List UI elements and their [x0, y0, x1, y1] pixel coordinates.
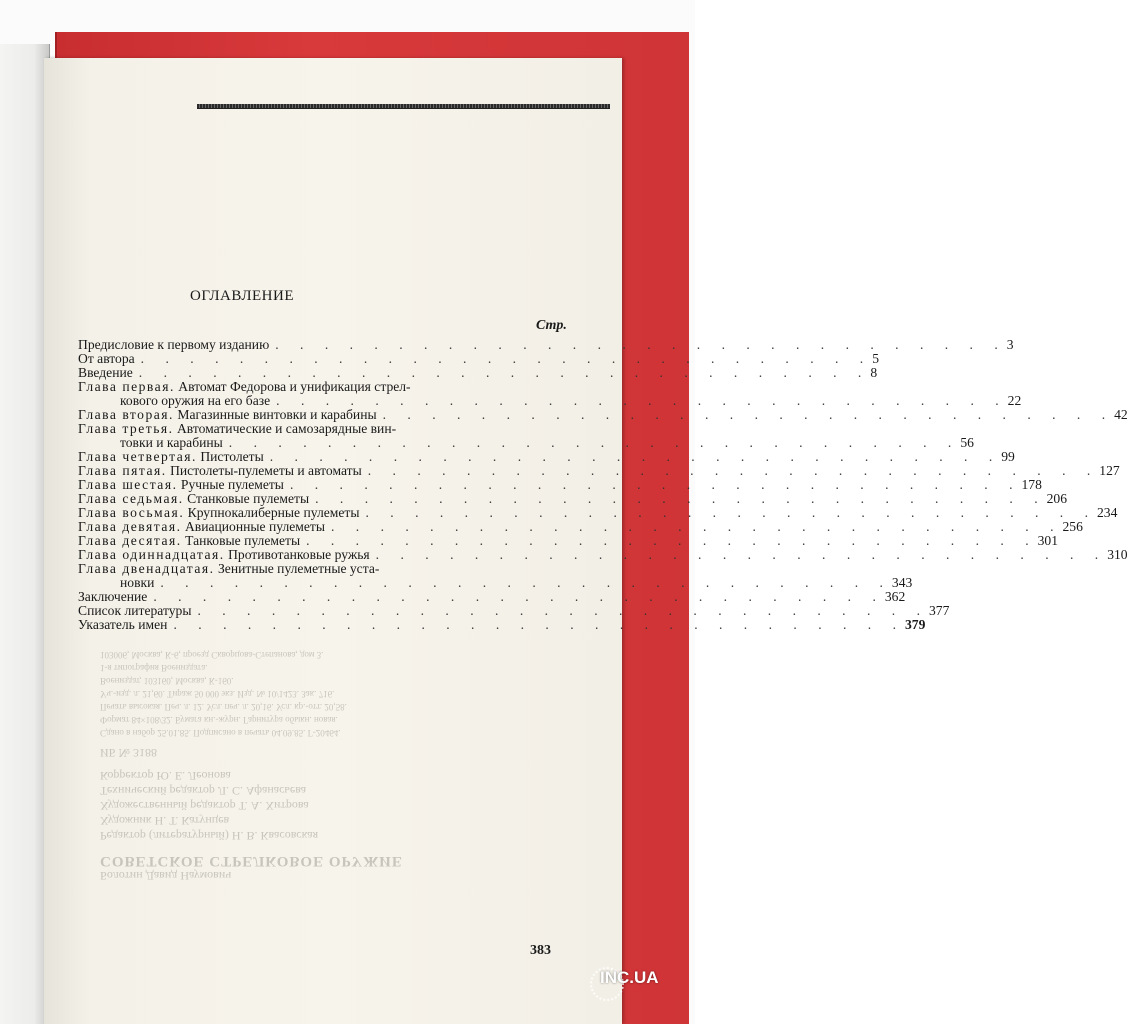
toc-entry-title: Зенитные пулеметные уста- [218, 560, 380, 576]
toc-entry-title: От автора [78, 351, 135, 367]
toc-entry-title: Противотанковые ружья [228, 546, 370, 562]
leader-dots: . . . . . . . . . . . . . . . . . . . . . . . . . . . . . . [140, 351, 873, 366]
imprint-small-line: Воениздат, 103160, Москва, К-160. [100, 676, 234, 686]
leader-dots: . . . . . . . . . . . . . . . . . . . . . . . . . . . . . . [365, 504, 1097, 520]
toc-page-number: 379 [904, 616, 926, 632]
imprint-credit-line: Технический редактор Л. С. Афанасьева [100, 784, 307, 798]
imprint-credit-line: Корректор Ю. Е. Леонова [100, 769, 231, 783]
leader-dots: . . . . . . . . . . . . . . . . . . . . . . . . . . . . . . [276, 392, 1008, 408]
toc-entry-continuation [78, 434, 974, 450]
toc-entry-title: Пистолеты-пулеметы и автоматы [170, 462, 362, 478]
imprint-credit-line: Художник Н. Т. Катунцев [100, 814, 230, 828]
toc-page-number: 3 [1006, 337, 1014, 353]
toc-entry [78, 490, 1068, 506]
toc-page-number: 310 [1107, 546, 1128, 562]
toc-entry [78, 365, 878, 381]
imprint-small-line: 1-я типография Воениздата. [100, 663, 208, 673]
leader-dots: . . . . . . . . . . . . . . . . . . . . . . . . . . . . . . [367, 462, 1100, 478]
table-of-contents [78, 337, 1128, 632]
leader-dots: . . . . . . . . . . . . . . . . . . . . . . . . . . . . . . [375, 546, 1108, 562]
leader-dots: . . . . . . . . . . . . . . . . . . . . . . . . . . . . . . [306, 532, 1038, 548]
toc-entry [78, 351, 879, 367]
toc-entry-title: Танковые пулеметы [185, 532, 301, 548]
toc-page-number: 22 [1007, 393, 1022, 408]
previous-page-edge [0, 44, 50, 1024]
toc-entry [78, 380, 574, 394]
toc-page-number: 256 [1062, 518, 1083, 534]
toc-entry [78, 562, 574, 576]
toc-entry [78, 406, 1128, 422]
leader-dots: . . . . . . . . . . . . . . . . . . . . . . . . . . . . . . [275, 337, 1007, 352]
toc-entry-title: Предисловие к первому изданию [78, 337, 270, 353]
chapter-prefix: Глава вторая. [78, 407, 174, 422]
leader-dots: . . . . . . . . . . . . . . . . . . . . . . . . . . . . . . [382, 406, 1115, 422]
toc-entry [78, 532, 1058, 548]
leader-dots: . . . . . . . . . . . . . . . . . . . . . . . . . . . . . . [269, 448, 1002, 464]
toc-entry-title: Крупнокалиберные пулеметы [187, 504, 360, 520]
toc-page-number: 178 [1021, 476, 1042, 492]
toc-page-number: 343 [891, 574, 913, 590]
chapter-prefix: Глава седьмая. [78, 490, 184, 506]
imprint-credit-line: Редактор (литературный) Н. В. Квасовская [100, 829, 319, 843]
imprint-author: Болотин Давид Наумович [100, 869, 232, 883]
chapter-prefix: Глава шестая. [78, 476, 178, 492]
leader-dots: . . . . . . . . . . . . . . . . . . . . . . . . . . . . . . [173, 616, 905, 632]
toc-entry-title-cont: товки и карабины [120, 434, 223, 450]
chapter-prefix: Глава первая. [78, 379, 175, 394]
imprint-small-line: Сдано в набор 25.01.85. Подписано в печать 04.09.85. Г-20464. [100, 728, 341, 738]
leader-dots: . . . . . . . . . . . . . . . . . . . . . . . . . . . . . . [330, 518, 1063, 534]
toc-page-number: 301 [1037, 532, 1058, 548]
watermark: INC.UA [600, 968, 659, 987]
imprint-ib: ИБ № 3188 [100, 746, 158, 760]
leader-dots: . . . . . . . . . . . . . . . . . . . . . . . . . . . . . . [289, 476, 1022, 492]
chapter-prefix: Глава одиннадцатая. [78, 546, 225, 562]
toc-entry [78, 588, 906, 604]
toc-entry-title: Автомат Федорова и унификация стрел- [178, 379, 411, 394]
leader-dots: . . . . . . . . . . . . . . . . . . . . . . . . . . . . . . [153, 588, 885, 604]
toc-page-number: 42 [1114, 407, 1128, 422]
imprint-title: СОВЕТСКОЕ СТРЕЛКОВОЕ ОРУЖИЕ [100, 853, 403, 869]
toc-page-number: 377 [928, 602, 950, 618]
toc-entry [78, 476, 1042, 492]
toc-page-number: 5 [872, 351, 879, 367]
toc-page-number: 234 [1097, 504, 1118, 520]
toc-page-number: 56 [960, 434, 974, 450]
imprint-credit-line: Художественный редактор Т. А. Хитрова [100, 799, 309, 813]
chapter-prefix: Глава четвертая. [78, 448, 197, 464]
toc-entry [78, 616, 926, 632]
toc-entry-title: Автоматические и самозарядные вин- [176, 420, 397, 436]
toc-entry-title: Станковые пулеметы [187, 490, 310, 506]
toc-entry-title: Список литературы [78, 602, 192, 618]
toc-entry [78, 546, 1128, 562]
header-rule [197, 104, 610, 109]
imprint-small-line: Печать высокая. Печ. л. 12. Усл. печ. л. 20,16. Усл. кр.-отт. 20,58. [100, 702, 347, 712]
chapter-prefix: Глава двенадцатая. [78, 560, 215, 576]
page-number: 383 [530, 943, 551, 958]
toc-entry [78, 448, 1015, 464]
toc-page-number: 362 [884, 588, 906, 604]
chapter-prefix: Глава десятая. [78, 532, 182, 548]
toc-page-number: 8 [870, 365, 878, 381]
toc-entry-continuation [78, 392, 1022, 408]
imprint-small-line: Уч.-изд. л. 21,60. Тираж 50 000 экз. Изд. № 10/1423. Зак. 716. [100, 689, 335, 699]
toc-entry-title: Магазинные винтовки и карабины [177, 407, 377, 422]
imprint-showthrough [100, 648, 570, 883]
chapter-prefix: Глава третья. [78, 420, 174, 436]
toc-entry-title: Заключение [78, 588, 148, 604]
toc-page-number: 206 [1046, 490, 1068, 506]
page-column-label: Стр. [536, 318, 567, 333]
toc-entry-title: Авиационные пулеметы [184, 518, 325, 534]
imprint-small-line: 103006, Москва, К-6, проезд Скворцова-Степанова, дом 3. [100, 650, 324, 660]
toc-entry-title: Введение [78, 365, 133, 381]
toc-entry [78, 518, 1083, 534]
toc-entry-title-cont: кового оружия на его базе [120, 393, 271, 408]
leader-dots: . . . . . . . . . . . . . . . . . . . . . . . . . . . . . . [197, 602, 929, 618]
toc-entry [78, 504, 1118, 520]
toc-entry [78, 422, 574, 436]
leader-dots: . . . . . . . . . . . . . . . . . . . . . . . . . . . . . . [315, 490, 1047, 506]
imprint-small-line: Формат 84×108/32. Бумага кн.-журн. Гарнитура обыкн. новая. [100, 715, 338, 725]
toc-heading: ОГЛАВЛЕНИЕ [190, 288, 294, 304]
leader-dots: . . . . . . . . . . . . . . . . . . . . . . . . . . . . . . [160, 574, 892, 590]
toc-entry-title: Пистолеты [200, 448, 264, 464]
toc-page-number: 99 [1001, 448, 1015, 464]
toc-entry [78, 602, 950, 618]
toc-entry-title: Ручные пулеметы [180, 476, 284, 492]
toc-entry [78, 462, 1120, 478]
toc-page-number: 127 [1099, 462, 1120, 478]
leader-dots: . . . . . . . . . . . . . . . . . . . . . . . . . . . . . . [228, 434, 961, 450]
toc-entry-title: Указатель имен [78, 616, 168, 632]
leader-dots: . . . . . . . . . . . . . . . . . . . . . . . . . . . . . . [138, 365, 871, 380]
chapter-prefix: Глава восьмая. [78, 504, 185, 520]
chapter-prefix: Глава пятая. [78, 462, 167, 478]
toc-entry-title-cont: новки [120, 574, 155, 590]
toc-entry [78, 337, 1014, 353]
chapter-prefix: Глава девятая. [78, 518, 182, 534]
toc-entry-continuation [78, 574, 913, 590]
